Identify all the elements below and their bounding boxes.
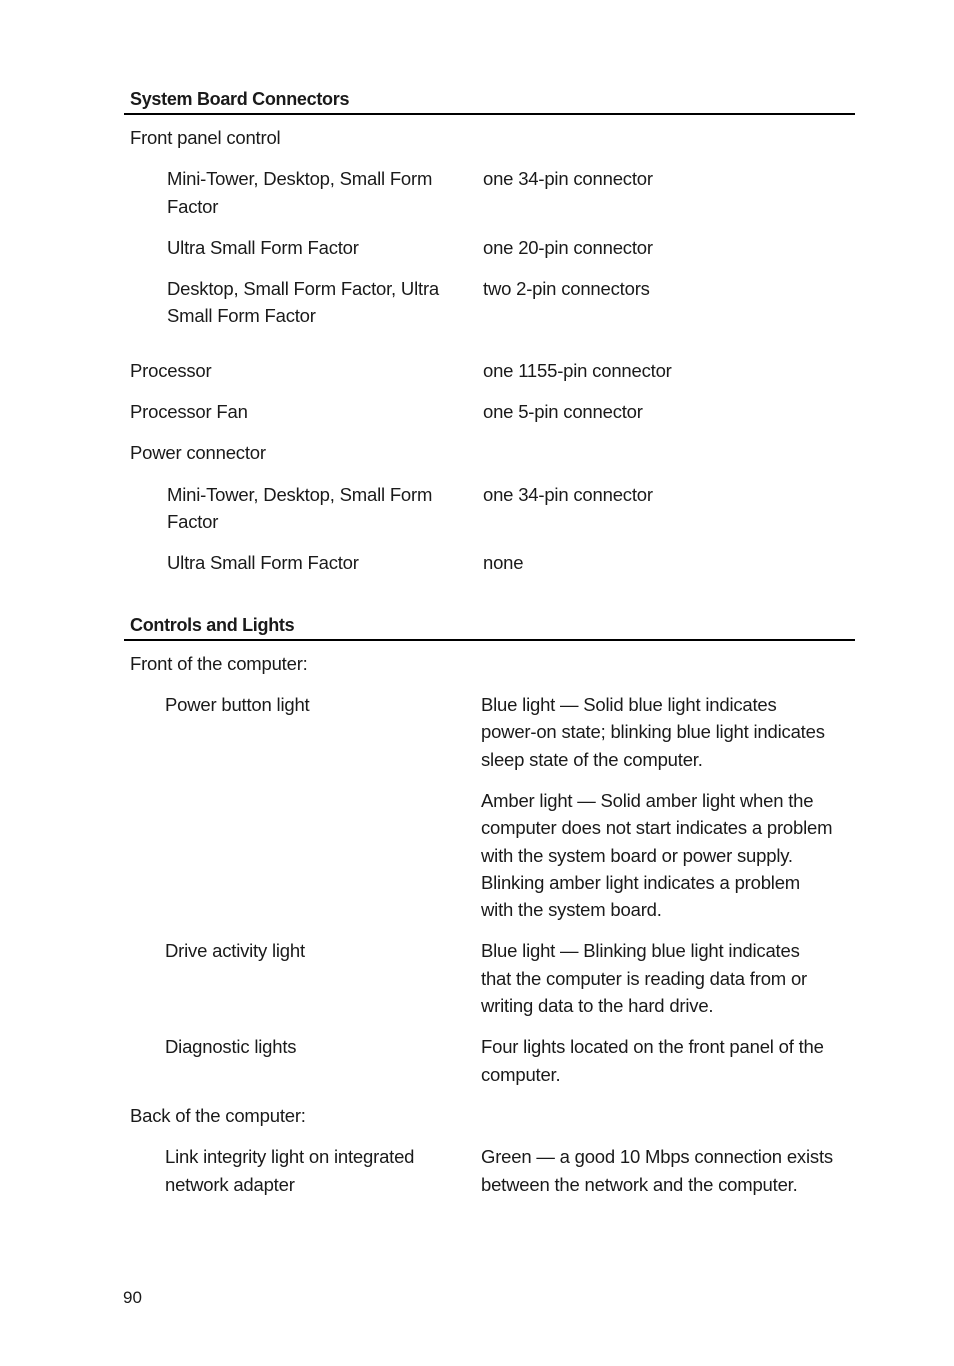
- row-value-line: writing data to the hard drive.: [481, 995, 714, 1016]
- section-controls-and-lights: [124, 614, 855, 641]
- row-label: Processor: [130, 360, 212, 381]
- row-value-line: Amber light — Solid amber light when the: [481, 790, 814, 811]
- row-value-line: Blue light — Blinking blue light indicates: [481, 940, 800, 961]
- row-value-line: between the network and the computer.: [481, 1174, 798, 1195]
- row-label: Front panel control: [130, 127, 281, 148]
- row-label-line: Mini-Tower, Desktop, Small Form: [167, 484, 433, 505]
- row-value-line: Blinking amber light indicates a problem: [481, 872, 801, 893]
- row-label: Power button light: [165, 694, 310, 715]
- section-title: System Board Connectors: [124, 88, 855, 115]
- row-value: one 5-pin connector: [483, 401, 643, 422]
- section-system-board-connectors: [124, 88, 855, 115]
- row-label-line: Factor: [167, 196, 219, 217]
- row-value-line: sleep state of the computer.: [481, 749, 703, 770]
- row-value: one 34-pin connector: [483, 168, 653, 189]
- row-value-line: that the computer is reading data from or: [481, 968, 808, 989]
- row-value: one 34-pin connector: [483, 484, 653, 505]
- row-value-line: with the system board or power supply.: [481, 845, 793, 866]
- row-value-line: Four lights located on the front panel of the: [481, 1036, 824, 1057]
- row-label-line: Mini-Tower, Desktop, Small Form: [167, 168, 433, 189]
- row-value-line: Blue light — Solid blue light indicates: [481, 694, 777, 715]
- row-label-line: Factor: [167, 511, 219, 532]
- row-label-line: network adapter: [165, 1174, 295, 1195]
- row-value: two 2-pin connectors: [483, 278, 650, 299]
- row-label: Ultra Small Form Factor: [167, 552, 359, 573]
- row-value-line: with the system board.: [481, 899, 662, 920]
- row-label-line: Link integrity light on integrated: [165, 1146, 415, 1167]
- row-value: one 20-pin connector: [483, 237, 653, 258]
- row-label: Back of the computer:: [130, 1105, 306, 1126]
- row-value-line: computer.: [481, 1064, 561, 1085]
- row-label: Ultra Small Form Factor: [167, 237, 359, 258]
- row-value: none: [483, 552, 524, 573]
- row-label-line: Small Form Factor: [167, 305, 316, 326]
- row-label: Processor Fan: [130, 401, 248, 422]
- row-label-line: Desktop, Small Form Factor, Ultra: [167, 278, 439, 299]
- row-value-line: Green — a good 10 Mbps connection exists: [481, 1146, 833, 1167]
- row-label: Power connector: [130, 442, 266, 463]
- row-label: Diagnostic lights: [165, 1036, 297, 1057]
- row-label: Front of the computer:: [130, 653, 308, 674]
- row-value-line: power-on state; blinking blue light indicates: [481, 721, 825, 742]
- row-value-line: computer does not start indicates a problem: [481, 817, 833, 838]
- section-title: Controls and Lights: [124, 614, 855, 641]
- row-label: Drive activity light: [165, 940, 305, 961]
- row-value: one 1155-pin connector: [483, 360, 672, 381]
- page-number: 90: [123, 1288, 142, 1307]
